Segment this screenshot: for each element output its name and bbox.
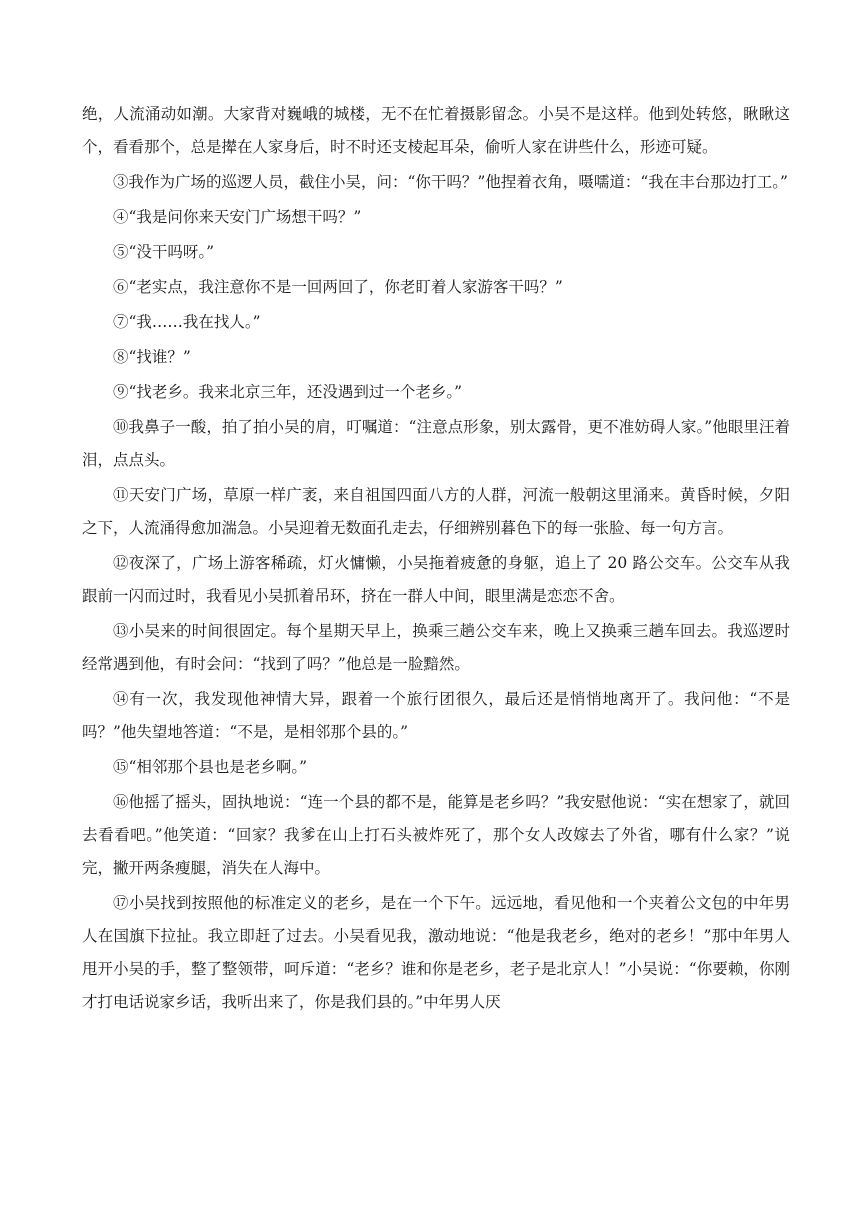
paragraph-15: ⑮“相邻那个县也是老乡啊。” (113, 758, 308, 776)
paragraph-4: ④“我是问你来天安门广场想干吗？” (113, 208, 362, 226)
paragraph-16: ⑯他摇了摇头，固执地说：“连一个县的都不是，能算是老乡吗？”我安慰他说：“实在想家了，就回去看看吧。”他笑道：“回家？我爹在山上打石头被炸死了，那个女人改嫁去了外省，哪有什么家？”说完，撇开两条瘦腿，消失在人海中。 (82, 793, 790, 877)
paragraph-5: ⑤“没干吗呀。” (113, 243, 215, 261)
paragraph-3: ③我作为广场的巡逻人员，截住小吴，问：“你干吗？”他捏着衣角，嗫嚅道：“我在丰台那边打工。” (113, 173, 788, 191)
paragraph-12: ⑫夜深了，广场上游客稀疏，灯火慵懒，小吴拖着疲惫的身躯，追上了 20 路公交车。公交车从我跟前一闪而过时，我看见小吴抓着吊环，挤在一群人中间，眼里满是恋恋不舍。 (82, 554, 790, 605)
paragraph-6: ⑥“老实点，我注意你不是一回两回了，你老盯着人家游客干吗？” (113, 278, 563, 296)
paragraph-14: ⑭有一次，我发现他神情大异，跟着一个旅行团很久，最后还是悄悄地离开了。我问他：“不是吗？”他失望地答道：“不是，是相邻那个县的。” (82, 690, 790, 741)
paragraph-11: ⑪天安门广场，草原一样广袤，来自祖国四面八方的人群，河流一般朝这里涌来。黄昏时候，夕阳之下，人流涌得愈加湍急。小吴迎着无数面孔走去，仔细辨别暮色下的每一张脸、每一句方言。 (82, 486, 790, 537)
paragraph-17: ⑰小吴找到按照他的标准定义的老乡，是在一个下午。远远地，看见他和一个夹着公文包的中年男人在国旗下拉扯。我立即赶了过去。小吴看见我，激动地说：“他是我老乡，绝对的老乡！”那中年男人甩开小吴的手，整了整领带，呵斥道：“老乡？谁和你是老乡，老子是北京人！”小吴说：“你要赖，你刚才打电话说家乡话，我听出来了，你是我们县的。”中年男人厌 (82, 894, 790, 1011)
paragraph-7: ⑦“我……我在找人。” (113, 313, 261, 331)
article-body (82, 98, 790, 1021)
paragraph-10: ⑩我鼻子一酸，拍了拍小吴的肩，叮嘱道：“注意点形象，别太露骨，更不准妨碍人家。”他眼里汪着泪，点点头。 (82, 418, 790, 469)
paragraph-9: ⑨“找老乡。我来北京三年，还没遇到过一个老乡。” (113, 383, 463, 401)
paragraph-continuation: 绝，人流涌动如潮。大家背对巍峨的城楼，无不在忙着摄影留念。小吴不是这样。他到处转悠，瞅瞅这个，看看那个，总是撵在人家身后，时不时还支棱起耳朵，偷听人家在讲些什么，形迹可疑。 (82, 105, 790, 156)
paragraph-8: ⑧“找谁？” (113, 348, 191, 366)
paragraph-13: ⑬小吴来的时间很固定。每个星期天早上，换乘三趟公交车来，晚上又换乘三趟车回去。我巡逻时经常遇到他，有时会问：“找到了吗？”他总是一脸黯然。 (82, 622, 790, 673)
